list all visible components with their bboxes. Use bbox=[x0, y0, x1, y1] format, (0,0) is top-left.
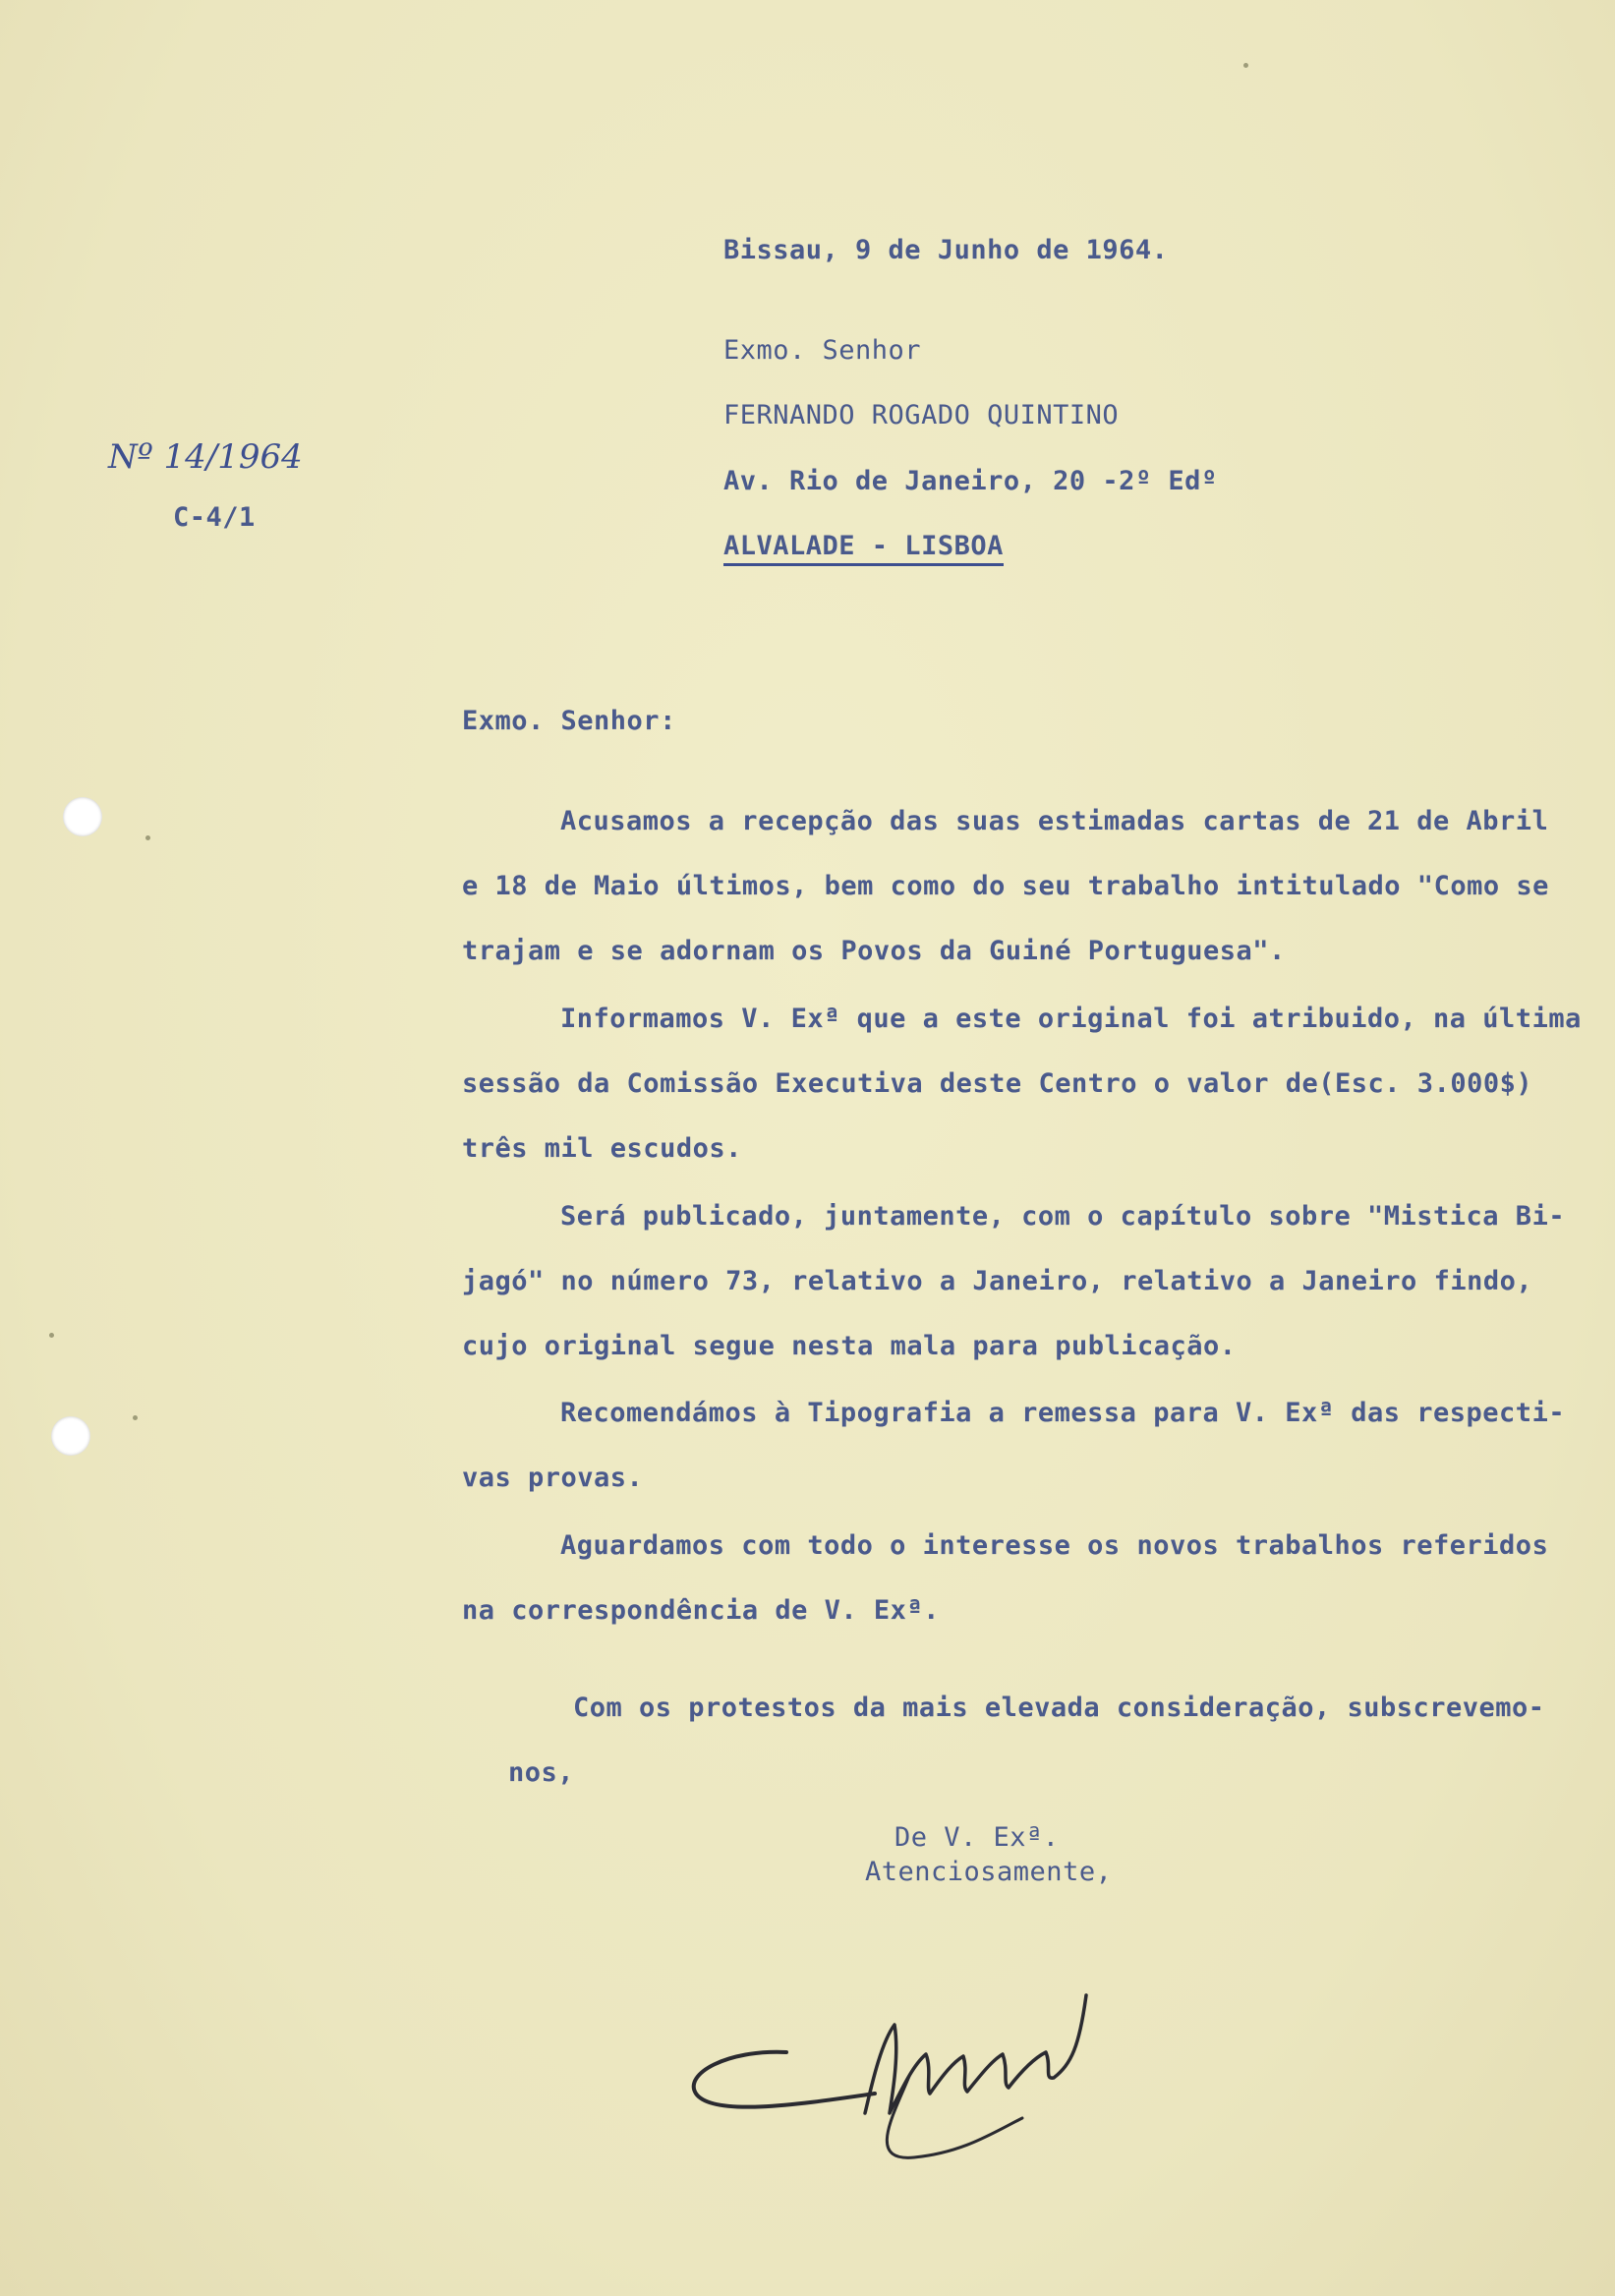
punch-hole-top bbox=[63, 797, 102, 836]
paragraph-2 bbox=[462, 987, 1582, 1181]
paragraph-line: Acusamos a recepção das suas estimadas cartas de 21 de Abril bbox=[560, 806, 1549, 836]
paragraph-1 bbox=[462, 789, 1549, 984]
paragraph-line: na correspondência de V. Exª. bbox=[462, 1595, 940, 1626]
place-date: Bissau, 9 de Junho de 1964. bbox=[723, 235, 1169, 265]
reference-code: C-4/1 bbox=[173, 502, 256, 533]
reference-number: Nº 14/1964 bbox=[108, 437, 303, 477]
paragraph-line: Aguardamos com todo o interesse os novos trabalhos referidos bbox=[560, 1530, 1549, 1561]
paragraph-line: trajam e se adornam os Povos da Guiné Portuguesa". bbox=[462, 936, 1286, 966]
recipient-title: Exmo. Senhor bbox=[723, 335, 922, 366]
salutation: Exmo. Senhor: bbox=[462, 706, 676, 736]
paragraph-line: e 18 de Maio últimos, bem como do seu trabalho intitulado "Como se bbox=[462, 871, 1549, 901]
paragraph-line: cujo original segue nesta mala para publicação. bbox=[462, 1331, 1237, 1361]
closing-paragraph bbox=[508, 1676, 1545, 1806]
signature-mark bbox=[668, 1956, 1180, 2192]
signoff-line-1: De V. Exª. bbox=[894, 1822, 1060, 1853]
paragraph-3 bbox=[462, 1184, 1565, 1379]
recipient-address: Av. Rio de Janeiro, 20 -2º Edº bbox=[723, 466, 1218, 496]
signoff-line-2: Atenciosamente, bbox=[865, 1857, 1113, 1887]
paper-speck bbox=[49, 1333, 54, 1338]
paragraph-line: Será publicado, juntamente, com o capítulo sobre "Mistica Bi- bbox=[560, 1201, 1566, 1232]
paper-speck bbox=[145, 835, 150, 840]
paragraph-4 bbox=[462, 1381, 1565, 1511]
paragraph-line: três mil escudos. bbox=[462, 1133, 742, 1164]
paragraph-5 bbox=[462, 1514, 1548, 1643]
paragraph-line: vas provas. bbox=[462, 1463, 644, 1493]
paper-speck bbox=[133, 1415, 138, 1420]
paragraph-line: jagó" no número 73, relativo a Janeiro, relativo a Janeiro findo, bbox=[462, 1266, 1533, 1296]
punch-hole-bottom bbox=[51, 1416, 90, 1456]
paragraph-line: nos, bbox=[508, 1757, 575, 1788]
paragraph-line: sessão da Comissão Executiva deste Centro o valor de(Esc. 3.000$) bbox=[462, 1068, 1533, 1099]
paragraph-line: Informamos V. Exª que a este original foi atribuido, na última bbox=[560, 1004, 1582, 1034]
recipient-city: ALVALADE - LISBOA bbox=[723, 533, 1004, 566]
paragraph-line: Recomendámos à Tipografia a remessa para V. Exª das respecti- bbox=[560, 1398, 1566, 1428]
recipient-name: FERNANDO ROGADO QUINTINO bbox=[723, 400, 1120, 430]
paragraph-line: Com os protestos da mais elevada consideração, subscrevemo- bbox=[573, 1693, 1545, 1723]
paper-speck bbox=[1243, 63, 1248, 68]
